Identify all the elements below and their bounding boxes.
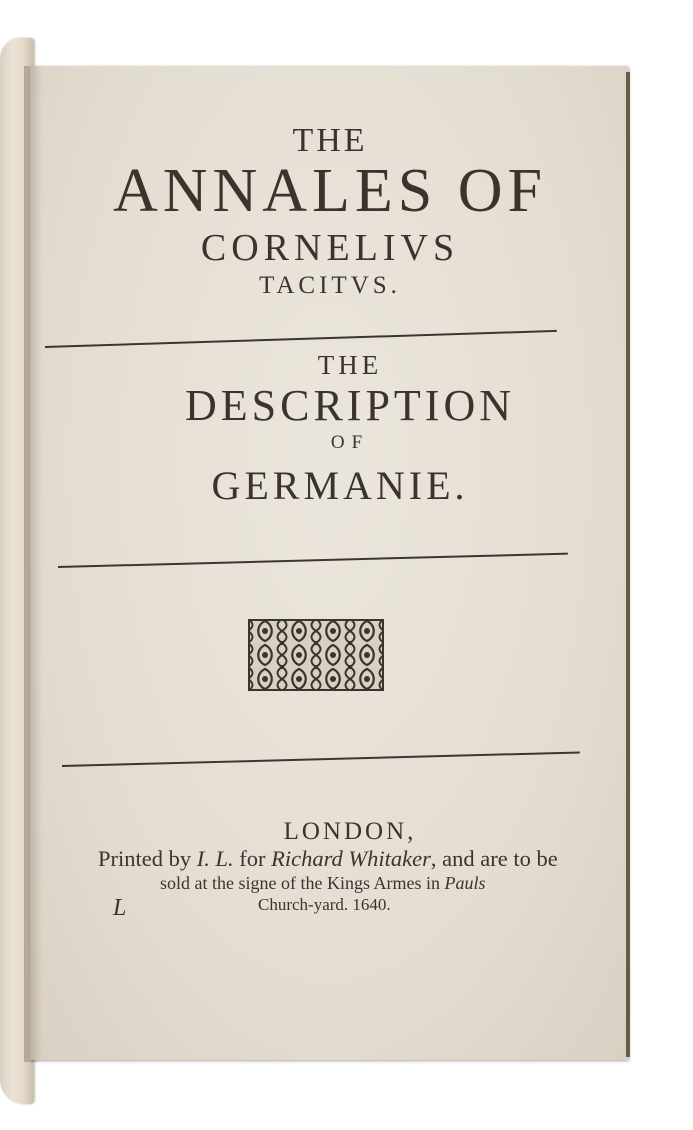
subtitle-line-the: THE (317, 350, 383, 380)
title-line-tacitus: TACITVS. (259, 272, 401, 299)
imprint-to-be: , and are to be (430, 846, 558, 871)
imprint-printer-initials: I. L. (196, 846, 234, 871)
printers-ornament (248, 619, 384, 691)
imprint-publisher: Richard Whitaker (271, 846, 431, 871)
imprint-pauls: Pauls (444, 873, 486, 893)
title-line-annales-of: ANNALES OF (112, 157, 548, 225)
title-line-the: THE (292, 122, 368, 159)
imprint-sold-at: sold at the signe of the Kings Armes in (160, 873, 445, 893)
imprint-for: for (233, 846, 272, 871)
subtitle-line-germanie: GERMANIE. (211, 463, 469, 508)
subtitle-line-description: DESCRIPTION (184, 381, 516, 430)
imprint-line-signe (160, 873, 485, 894)
imprint-city: LONDON, (283, 818, 417, 845)
imprint-line-printer (98, 846, 558, 872)
handwritten-mark: L (113, 895, 127, 921)
page-edge (626, 72, 630, 1057)
title-line-cornelius: CORNELIVS (200, 227, 460, 269)
subtitle-line-of: OF (330, 432, 370, 453)
ornament-pattern-graphic (248, 619, 384, 691)
imprint-printed-by: Printed by (98, 846, 197, 871)
imprint-line-churchyard: Church-yard. 1640. (258, 895, 391, 914)
